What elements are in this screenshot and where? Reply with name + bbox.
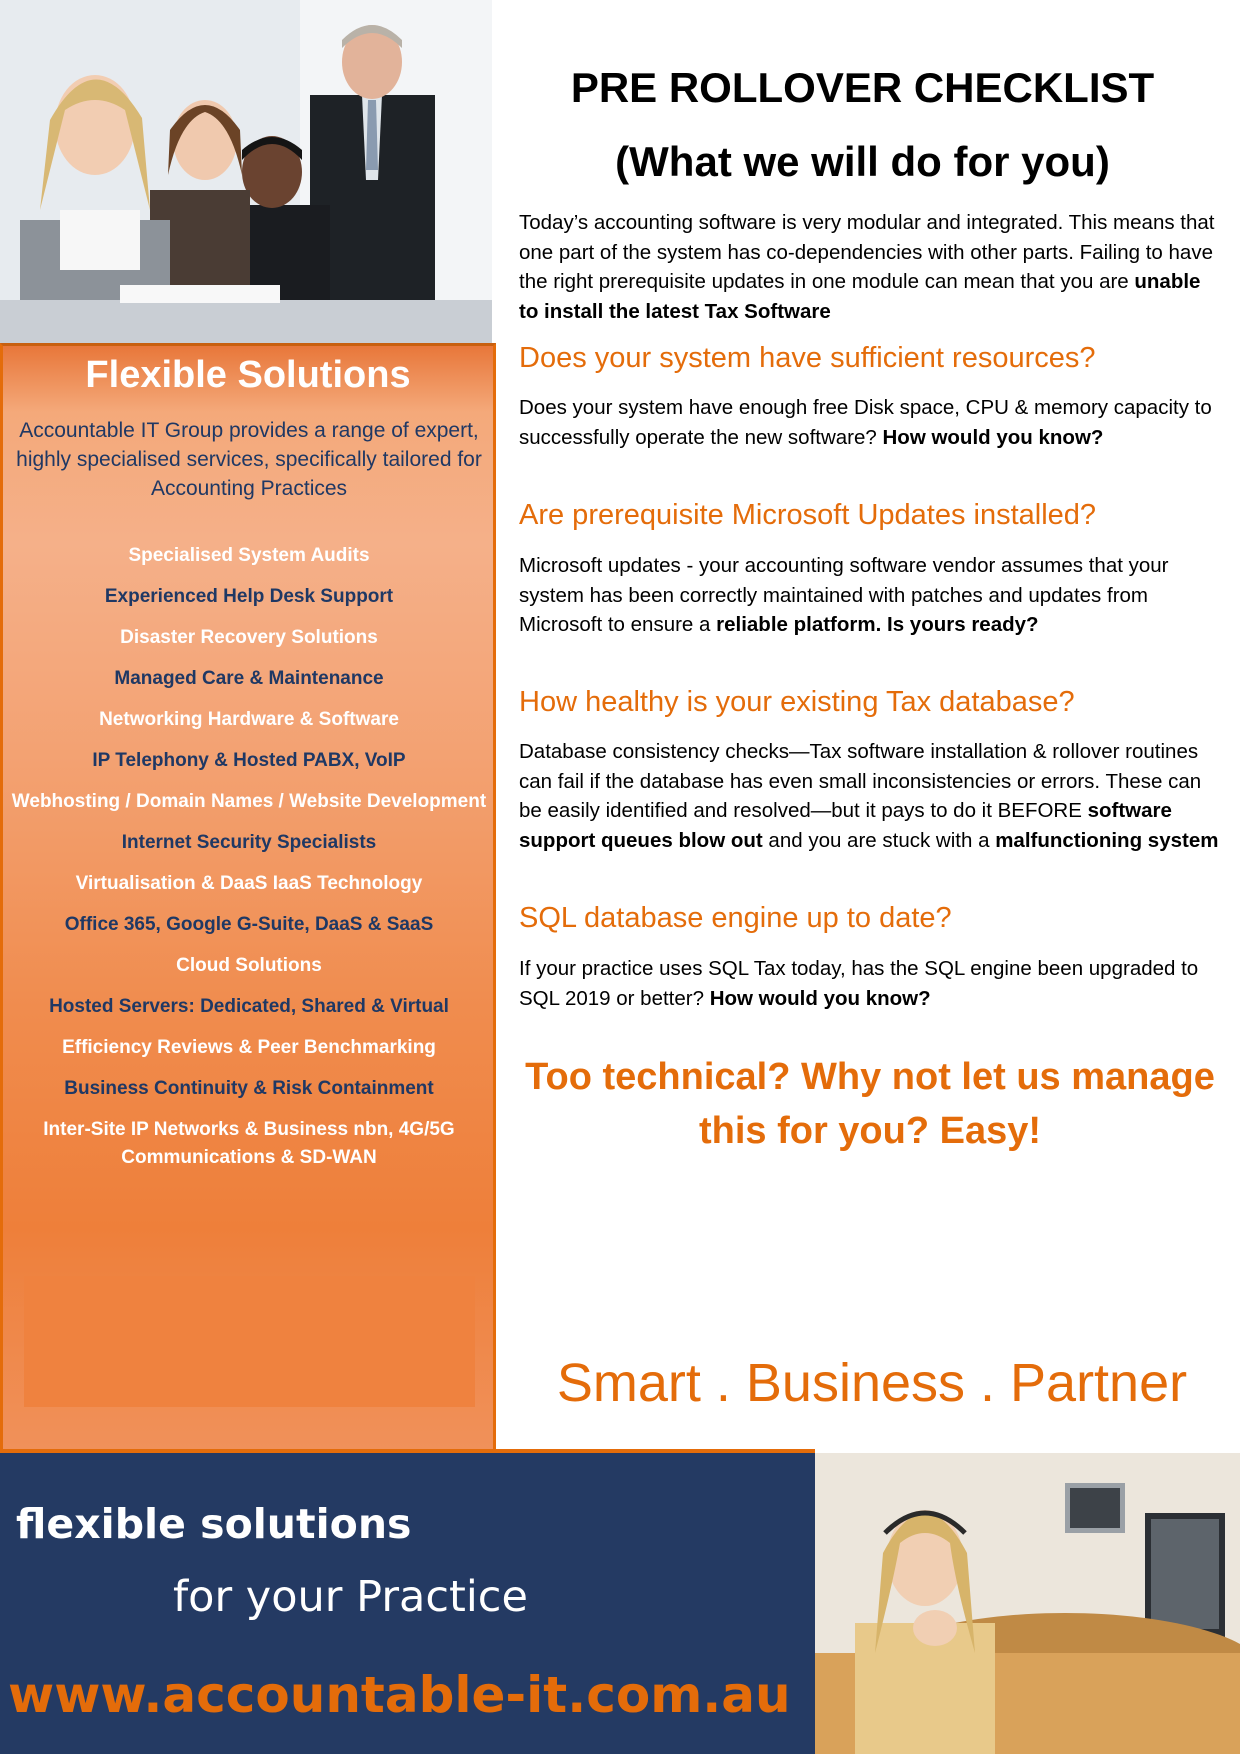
- section-heading-sql: SQL database engine up to date?: [519, 902, 952, 934]
- intro-paragraph: [519, 208, 1224, 326]
- section-text: and you are stuck with a: [762, 828, 996, 852]
- website-link[interactable]: www.accountable-it.com.au: [8, 1666, 791, 1724]
- section-heading-database: How healthy is your existing Tax database?: [519, 686, 1075, 718]
- section-text: Microsoft updates - your accounting software vendor assumes that your system has been correctly maintained with patches and updates from Microsoft to ensure a: [519, 554, 1169, 636]
- section-text: Does your system have enough free Disk space, CPU & memory capacity to successfully operate the new software?: [519, 396, 1212, 449]
- team-photo-illustration: [0, 0, 492, 343]
- service-item: Specialised System Audits: [128, 545, 370, 566]
- section-heading-resources: Does your system have sufficient resources?: [519, 342, 1096, 374]
- service-item: Webhosting / Domain Names / Website Development: [11, 791, 487, 812]
- tagline: Smart . Business . Partner: [556, 1353, 1188, 1413]
- service-item: Cloud Solutions: [176, 955, 322, 976]
- section-bold: software support queues blow out: [519, 799, 1172, 852]
- call-to-action: Too technical? Why not let us manage this for you? Easy!: [525, 1056, 1215, 1152]
- service-item: Hosted Servers: Dedicated, Shared & Virtual: [49, 996, 449, 1017]
- panel-title: Flexible Solutions: [85, 354, 411, 396]
- section-text: If your practice uses SQL Tax today, has the SQL engine been upgraded to SQL 2019 or better?: [519, 957, 1199, 1010]
- intro-text: Today’s accounting software is very modular and integrated. This means that one part of the system has co-dependencies with other parts. Failing to have the right prerequisite updates in one module can mean that you are: [519, 211, 1215, 293]
- section-bold: How would you know?: [709, 986, 931, 1010]
- section-text-sql: [519, 954, 1224, 1013]
- section-text-updates: [519, 551, 1224, 640]
- service-item: Office 365, Google G-Suite, DaaS & SaaS: [64, 914, 434, 935]
- service-item: Business Continuity & Risk Containment: [64, 1078, 434, 1099]
- footer-line2: for your Practice: [173, 1572, 528, 1622]
- service-item: Efficiency Reviews & Peer Benchmarking: [62, 1037, 436, 1058]
- section-text-database: [519, 737, 1224, 855]
- page-subtitle: (What we will do for you): [615, 138, 1110, 185]
- section-text: Database consistency checks—Tax software installation & rollover routines can fail if the database has even small inconsistencies or errors. These can be easily identified and resolved—but it pays to do it BEFORE: [519, 740, 1202, 822]
- service-item: Inter-Site IP Networks & Business nbn, 4G/5G Communications & SD-WAN: [43, 1119, 455, 1168]
- panel-footer-box: [24, 1276, 475, 1407]
- section-heading-updates: Are prerequisite Microsoft Updates installed?: [519, 499, 1097, 531]
- section-bold: How would you know?: [882, 425, 1104, 449]
- service-item: Internet Security Specialists: [121, 832, 377, 853]
- intro-bold: unable to install the latest Tax Software: [519, 270, 1201, 323]
- service-item: Networking Hardware & Software: [99, 709, 399, 730]
- team-photo: [0, 0, 492, 343]
- support-agent-photo: [815, 1453, 1240, 1754]
- service-item: IP Telephony & Hosted PABX, VoIP: [92, 750, 406, 771]
- service-item: Experienced Help Desk Support: [104, 586, 394, 607]
- section-text-resources: [519, 393, 1224, 452]
- section-bold: malfunctioning system: [995, 828, 1219, 852]
- support-agent-illustration: [815, 1453, 1240, 1754]
- footer-line1: flexible solutions: [16, 1500, 412, 1548]
- services-list: [9, 542, 489, 1185]
- service-item: Disaster Recovery Solutions: [120, 627, 378, 648]
- service-item: Virtualisation & DaaS IaaS Technology: [75, 873, 423, 894]
- panel-intro: Accountable IT Group provides a range of expert, highly specialised services, specifically tailored for Accounting Practices: [16, 419, 482, 500]
- section-bold: reliable platform. Is yours ready?: [716, 613, 1039, 636]
- services-panel: [0, 343, 496, 1452]
- page-title: PRE ROLLOVER CHECKLIST: [570, 64, 1155, 111]
- service-item: Managed Care & Maintenance: [114, 668, 384, 689]
